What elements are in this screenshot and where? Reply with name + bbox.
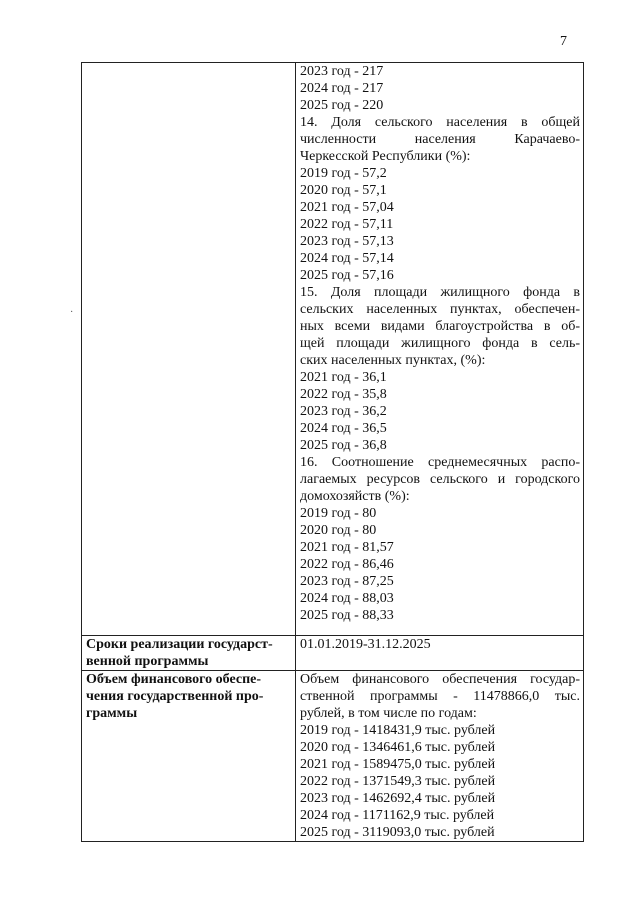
indicator-line: 2022 год - 35,8	[300, 387, 387, 402]
indicator-line: 2023 год - 87,25	[300, 574, 394, 589]
period-label-cell	[82, 636, 296, 671]
indicator-line: 2021 год - 57,04	[300, 200, 394, 215]
funding-value-line: 2025 год - 3119093,0 тыс. рублей	[300, 825, 495, 840]
indicator-line: 15. Доля площади жилищного фонда в	[300, 285, 580, 300]
indicator-line: 2020 год - 57,1	[300, 183, 387, 198]
indicator-line: 2023 год - 57,13	[300, 234, 394, 249]
indicators-value-cell	[296, 63, 584, 636]
indicator-line: 2025 год - 88,33	[300, 608, 394, 623]
funding-label-line: граммы	[86, 706, 138, 721]
indicator-line: 2022 год - 86,46	[300, 557, 394, 572]
indicator-line: 2019 год - 57,2	[300, 166, 387, 181]
indicator-line: щей площади жилищного фонда в сель-	[300, 336, 580, 351]
indicators-label-cell	[82, 63, 296, 636]
period-value: 01.01.2019-31.12.2025	[300, 637, 431, 652]
indicator-line: ских населенных пунктах, (%):	[300, 353, 486, 368]
indicators-row	[82, 63, 584, 636]
indicator-line: 2023 год - 217	[300, 64, 384, 79]
indicator-line: лагаемых ресурсов сельского и городского	[300, 472, 580, 487]
indicator-line: домохозяйств (%):	[300, 489, 410, 504]
indicator-line: 2019 год - 80	[300, 506, 377, 521]
passport-table	[81, 62, 584, 842]
indicator-line: 2021 год - 81,57	[300, 540, 394, 555]
indicator-line: 2025 год - 36,8	[300, 438, 387, 453]
indicator-line: 2024 год - 88,03	[300, 591, 394, 606]
indicator-line: 2025 год - 57,16	[300, 268, 394, 283]
funding-value-line: ственной программы - 11478866,0 тыс.	[300, 689, 580, 704]
funding-value-line: 2020 год - 1346461,6 тыс. рублей	[300, 740, 496, 755]
indicator-line: 2024 год - 57,14	[300, 251, 394, 266]
indicator-line: численности населения Карачаево-	[300, 132, 580, 147]
funding-value-line: Объем финансового обеспечения государ-	[300, 672, 580, 687]
period-value-cell	[296, 636, 584, 671]
funding-value-line: рублей, в том числе по годам:	[300, 706, 477, 721]
funding-value-line: 2019 год - 1418431,9 тыс. рублей	[300, 723, 496, 738]
indicator-line: 14. Доля сельского населения в общей	[300, 115, 580, 130]
indicator-line: 2023 год - 36,2	[300, 404, 387, 419]
funding-value-line: 2021 год - 1589475,0 тыс. рублей	[300, 757, 496, 772]
indicator-line: 2020 год - 80	[300, 523, 377, 538]
indicator-line: 2025 год - 220	[300, 98, 384, 113]
funding-label-line: чения государственной про-	[86, 689, 264, 704]
period-label-line: Сроки реализации государст-	[86, 637, 273, 652]
indicator-line: сельских населенных пунктах, обеспечен-	[300, 302, 580, 317]
funding-value-cell	[296, 671, 584, 842]
funding-row	[82, 671, 584, 842]
indicator-line: 2021 год - 36,1	[300, 370, 387, 385]
indicator-line: 2022 год - 57,11	[300, 217, 394, 232]
funding-value-line: 2022 год - 1371549,3 тыс. рублей	[300, 774, 496, 789]
funding-value-line: 2024 год - 1171162,9 тыс. рублей	[300, 808, 495, 823]
period-row	[82, 636, 584, 671]
indicator-line: ных всеми видами благоустройства в об-	[300, 319, 580, 334]
funding-label-cell	[82, 671, 296, 842]
indicator-line: Черкесской Республики (%):	[300, 149, 471, 164]
funding-label-line: Объем финансового обеспе-	[86, 672, 262, 687]
period-label-line: венной программы	[86, 654, 209, 669]
page-number: 7	[560, 34, 567, 49]
indicator-line: 16. Соотношение среднемесячных распо-	[300, 455, 580, 470]
stray-mark: ·	[70, 307, 74, 318]
indicator-line: 2024 год - 36,5	[300, 421, 387, 436]
indicator-line: 2024 год - 217	[300, 81, 384, 96]
funding-label	[86, 671, 292, 722]
period-label	[86, 636, 292, 670]
funding-value-line: 2023 год - 1462692,4 тыс. рублей	[300, 791, 496, 806]
